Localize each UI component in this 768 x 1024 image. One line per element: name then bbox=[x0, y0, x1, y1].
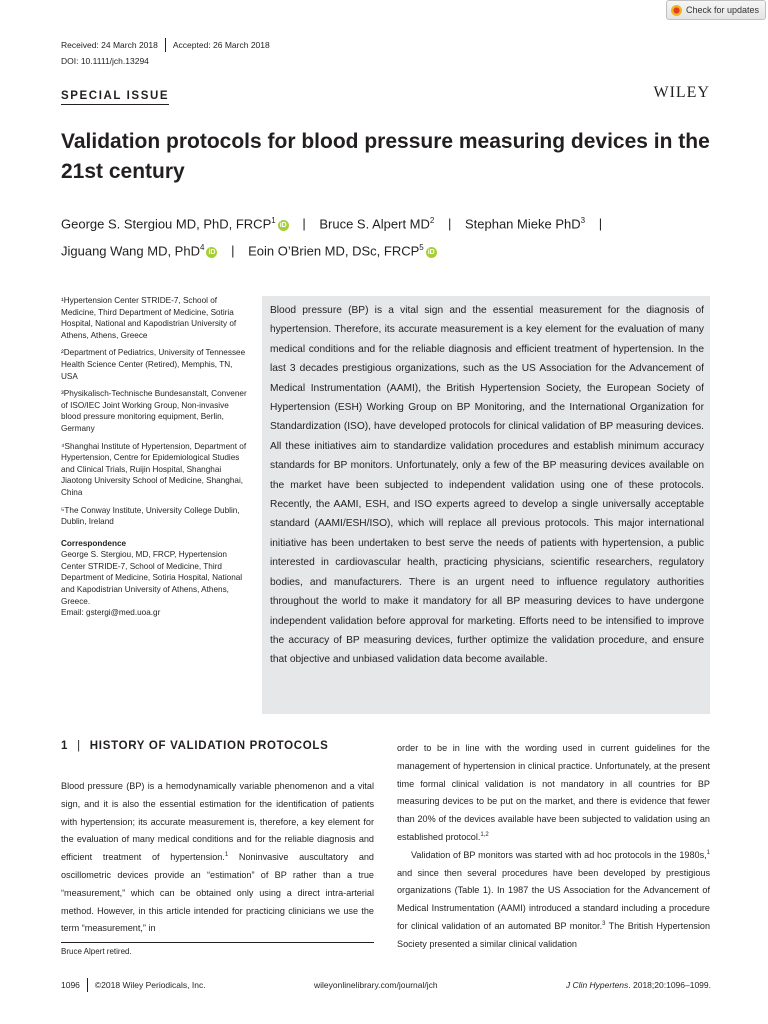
affiliation: ⁴Shanghai Institute of Hypertension, Department of Hypertension, Centre for Epidemiological Studies and Clinical Trials, Ruijin Hospital, Shanghai Jiaotong University School of Medicine, Shanghai, China bbox=[61, 441, 247, 497]
author-separator: | bbox=[598, 216, 603, 232]
citation bbox=[566, 980, 711, 990]
affiliation: ¹Hypertension Center STRIDE-7, School of Medicine, Third Department of Medicine, Sotiria Hospital, National and Kapodistrian University of Athens, Athens, Greece bbox=[61, 296, 237, 340]
paragraph bbox=[61, 778, 374, 938]
section-heading bbox=[61, 740, 329, 752]
author-name[interactable]: George S. Stergiou MD, PhD, FRCP bbox=[61, 216, 272, 232]
author-separator: | bbox=[302, 216, 306, 232]
divider bbox=[165, 38, 166, 52]
author-name[interactable]: Jiguang Wang MD, PhD bbox=[61, 243, 200, 259]
accepted-date: Accepted: 26 March 2018 bbox=[172, 40, 270, 50]
text-run: Validation of BP monitors was started with ad hoc protocols in the 1980s, bbox=[411, 849, 707, 860]
crossmark-icon bbox=[671, 5, 682, 16]
author-line-1 bbox=[61, 216, 612, 231]
author-sup: 1 bbox=[271, 216, 276, 225]
divider bbox=[87, 978, 88, 992]
orcid-icon[interactable]: iD bbox=[208, 249, 216, 257]
body-column-left bbox=[61, 778, 374, 938]
text-run: Noninvasive auscultatory and oscillometric devices provide an “estimation” of BP rather than a true “measurement,” which can be obtained only using a direct intra-arterial method. However, in this article intended for practicing clinicians we use the term “measurement,” in bbox=[61, 852, 374, 934]
section-label: SPECIAL ISSUE bbox=[61, 90, 169, 105]
affiliations bbox=[61, 295, 251, 619]
orcid-icon[interactable]: iD bbox=[279, 222, 287, 230]
citation-details: . 2018;20:1096–1099. bbox=[628, 980, 711, 990]
author-sup: 4 bbox=[199, 243, 205, 252]
correspondence-text: George S. Stergiou, MD, FRCP, Hypertension Center STRIDE-7, School of Medicine, Third Department of Medicine, Sotiria Hospital, National and Kapodistrian University of Athens, Athens, Greece. bbox=[61, 550, 243, 606]
affiliation: ⁵The Conway Institute, University College Dublin, Dublin, Ireland bbox=[61, 505, 240, 527]
article-title: Validation protocols for blood pressure measuring devices in the 21st century bbox=[61, 130, 710, 183]
journal-name: J Clin Hypertens bbox=[565, 980, 629, 990]
author-name[interactable]: Stephan Mieke PhD bbox=[464, 216, 581, 232]
author-line-2 bbox=[61, 243, 437, 258]
check-for-updates-button[interactable] bbox=[666, 0, 766, 20]
author-separator: | bbox=[231, 243, 235, 259]
abstract bbox=[262, 296, 710, 714]
affiliation: ²Department of Pediatrics, University of Tennessee Health Science Center (Retired), Memphis, TN, USA bbox=[61, 348, 246, 381]
correspondence-email[interactable]: Email: gstergi@med.uoa.gr bbox=[61, 608, 161, 618]
citation-ref[interactable]: 1 bbox=[224, 852, 229, 859]
text-run: and since then several procedures have been developed by prestigious organizations (Table 1). In 1987 the US Association for the Advancement of Medical Instrumentation (AAMI) introduced a standard including a procedure for clinical validation of an automated BP monitor. bbox=[397, 867, 710, 931]
text-run: order to be in line with the wording used in current guidelines for the management of hypertension in clinical practice. Unfortunately, at the present time formal clinical validation is not mandatory in all countries for BP measuring devices to be put on the market, and there is evidence that fewer than 20% of the devices available have been subjected to validation using an established protocol. bbox=[397, 743, 710, 842]
journal-url[interactable]: wileyonlinelibrary.com/journal/jch bbox=[314, 980, 438, 990]
footer-left bbox=[61, 978, 206, 992]
citation-ref[interactable]: 1,2 bbox=[480, 831, 489, 838]
paragraph bbox=[397, 847, 710, 954]
author-sup: 3 bbox=[580, 216, 586, 225]
author-separator: | bbox=[447, 216, 452, 232]
orcid-icon[interactable]: iD bbox=[427, 249, 435, 257]
section-title: HISTORY OF VALIDATION PROTOCOLS bbox=[89, 740, 329, 752]
publisher-logo: WILEY bbox=[653, 84, 710, 101]
check-for-updates-label: Check for updates bbox=[686, 5, 760, 15]
author-sup: 2 bbox=[429, 216, 435, 225]
received-date: Received: 24 March 2018 bbox=[61, 40, 158, 50]
paragraph bbox=[397, 740, 710, 847]
author-sup: 5 bbox=[419, 243, 424, 252]
article-dates bbox=[61, 38, 270, 52]
affiliation: ³Physikalisch-Technische Bundesanstalt, Convener of ISO/IEC Joint Working Group, Non-invasive blood pressure monitoring equipment, Berlin, Germany bbox=[61, 389, 247, 433]
page-number: 1096 bbox=[61, 980, 80, 990]
text-run: Blood pressure (BP) is a hemodynamically variable phenomenon and a vital sign, and it is also the essential estimation for the identification of patients with hypertension; its accurate measurement is, therefore, a key element for the evaluation of many medical conditions and for the reliable diagnosis and efficient treatment of hypertension. bbox=[61, 781, 374, 863]
doi[interactable]: DOI: 10.1111/jch.13294 bbox=[61, 56, 149, 66]
footnote-rule bbox=[61, 942, 374, 943]
author-name[interactable]: Bruce S. Alpert MD bbox=[319, 216, 430, 232]
citation-ref[interactable]: 3 bbox=[602, 920, 606, 927]
correspondence-heading: Correspondence bbox=[61, 538, 127, 548]
section-number: 1 bbox=[61, 740, 69, 752]
body-column-right bbox=[397, 740, 710, 954]
text-run: The British Hypertension Society presented a similar clinical validation bbox=[397, 920, 711, 949]
citation-ref[interactable]: 1 bbox=[706, 849, 710, 856]
section-divider: | bbox=[77, 740, 81, 752]
author-name[interactable]: Eoin O’Brien MD, DSc, FRCP bbox=[248, 243, 420, 259]
footnote: Bruce Alpert retired. bbox=[61, 947, 132, 956]
copyright: ©2018 Wiley Periodicals, Inc. bbox=[94, 980, 206, 990]
abstract-text: Blood pressure (BP) is a vital sign and the essential measurement for the diagnosis of hypertension. Therefore, its accurate measurement is a key element for the evaluation of many medical conditions and for the reliable diagnosis and efficient treatment of hypertension. In the last 3 decades prestigious organizations, such as the US Association for the Advancement of Medical Instrumentation (AAMI), the British Hypertension Society, the European Society of Hypertension (ESH) Working Group on BP Monitoring, and the International Organization for Standardization (ISO), have developed protocols for clinical validation of BP measuring devices. All these initiatives aim to standardize validation procedures and establish minimum accuracy standards for BP monitors. Unfortunately, only a few of the BP measuring devices available on the market have been subjected to independent validation using one of these protocols. Recently, the AAMI, ESH, and ISO experts agreed to develop a single universally acceptable standard (AAMI/ESH/ISO), which will replace all previous protocols. This major international initiative has been undertaken to best serve the needs of patients with hypertension, a public interested in cardiovascular health, practicing physicians, scientific researchers, regulatory bodies, and manufacturers. There is an urgent need to influence regulatory authorities throughout the world to make it mandatory for all BP measuring devices to have undergone independent validation before approval for marketing. Efforts need to be intensified to improve the accuracy of BP measuring devices, further optimize the validation procedure, and ensure that objective and unbiased validation data become available. bbox=[270, 305, 704, 666]
